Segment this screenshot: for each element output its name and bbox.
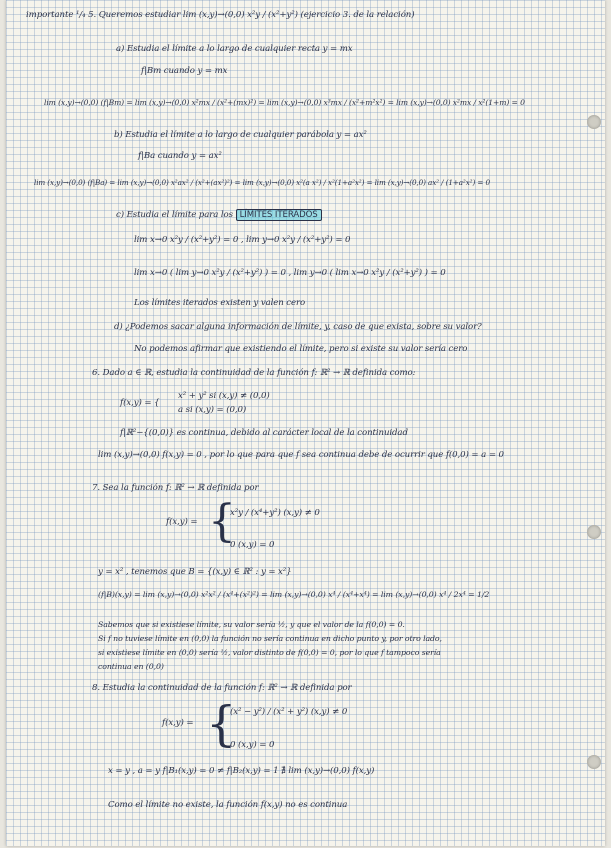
iterated-limit-outer: lim x→0 ( lim y→0 x²y / (x²+y²) ) = 0 , lim y→0 ( lim x→0 x²y / (x²+y²) ) = 0 xyxy=(134,268,446,278)
limit-line-lines: lim (x,y)→(0,0) (f|Bm) = lim (x,y)→(0,0) x²mx / (x²+(mx)²) = lim (x,y)→(0,0) x³mx / (x²+m²x²) = lim (x,y)→(0,0) x²mx / x²(1+m) = 0 xyxy=(44,98,525,107)
function-case-1: (x² − y²) / (x² + y²) (x,y) ≠ 0 xyxy=(230,707,348,717)
brace-icon: { xyxy=(206,696,237,752)
conclusion-line: continua en (0,0) xyxy=(98,662,164,671)
highlighted-term: LÍMITES ITERADOS xyxy=(236,209,322,221)
binder-hole xyxy=(587,115,601,129)
function-case-2: a si (x,y) = (0,0) xyxy=(178,405,247,415)
section-c-text: c) Estudia el límite para los xyxy=(116,210,233,220)
section-a-heading: a) Estudia el límite a lo largo de cualquier recta y = mx xyxy=(116,44,353,54)
binder-hole xyxy=(587,755,601,769)
conclusion-line: si existiese límite en (0,0) sería ½, valor distinto de f(0,0) = 0, por lo que f tampoco sería xyxy=(98,648,441,657)
function-case-1: x² + y² si (x,y) ≠ (0,0) xyxy=(178,391,270,401)
exercise-6-title: 6. Dado a ∈ ℝ, estudia la continuidad de la función f: ℝ² → ℝ definida como: xyxy=(92,368,416,378)
restricted-limit: (f|B)(x,y) = lim (x,y)→(0,0) x²x² / (x⁴+(x²)²) = lim (x,y)→(0,0) x⁴ / (x⁴+x⁴) = lim (x,y)→(0,0) x⁴ / 2x⁴ = 1/2 xyxy=(98,590,490,599)
exercise-7-title: 7. Sea la función f: ℝ² → ℝ definida por xyxy=(92,483,259,493)
section-d-heading: d) ¿Podemos sacar alguna información de límite, y, caso de que exista, sobre su valor? xyxy=(114,322,482,332)
iterated-limit-inner: lim x→0 x²y / (x²+y²) = 0 , lim y→0 x²y / (x²+y²) = 0 xyxy=(134,235,351,245)
restriction-line: f|Bm cuando y = mx xyxy=(141,66,228,76)
function-case-1: x²y / (x⁴+y²) (x,y) ≠ 0 xyxy=(230,508,320,518)
conclusion-line: Sabemos que si existiese límite, su valor sería ½, y que el valor de la f(0,0) = 0. xyxy=(98,620,405,629)
function-def-label: f(x,y) = xyxy=(162,718,194,728)
notebook-page xyxy=(6,0,605,846)
iterated-limit-conclusion: Los límites iterados existen y valen cero xyxy=(134,298,306,308)
brace-icon: { xyxy=(208,496,236,547)
restriction-line: f|Ba cuando y = ax² xyxy=(138,151,222,161)
continuity-statement: f|ℝ²−{(0,0)} es continua, debido al carácter local de la continuidad xyxy=(120,428,408,438)
function-case-2: 0 (x,y) = 0 xyxy=(230,740,275,750)
conclusion-line: Si f no tuviese límite en (0,0) la función no sería continua en dicho punto y, por otro lado, xyxy=(98,634,442,643)
final-conclusion: Como el límite no existe, la función f(x,y) no es continua xyxy=(108,800,348,810)
section-b-heading: b) Estudia el límite a lo largo de cualquier parábola y = ax² xyxy=(114,130,367,140)
exercise-5-title: importante ¹/₄ 5. Queremos estudiar lim (x,y)→(0,0) x²y / (x²+y²) (ejercicio 3. de la relación) xyxy=(26,10,415,20)
section-d-answer: No podemos afirmar que existiendo el límite, pero si existe su valor sería cero xyxy=(134,344,468,354)
path-comparison: x = y , a = y f|B₁(x,y) = 0 ≠ f|B₂(x,y) = 1 ∄ lim (x,y)→(0,0) f(x,y) xyxy=(108,766,375,776)
parabola-set: y = x² , tenemos que B = {(x,y) ∈ ℝ² : y = x²} xyxy=(98,567,292,577)
function-def-label: f(x,y) = { xyxy=(120,398,160,408)
continuity-conclusion: lim (x,y)→(0,0) f(x,y) = 0 , por lo que para que f sea continua debe de ocurrir que f(0,0) = a = 0 xyxy=(98,450,504,460)
function-case-2: 0 (x,y) = 0 xyxy=(230,540,275,550)
binder-hole xyxy=(587,525,601,539)
section-c-heading xyxy=(116,210,322,220)
function-def-label: f(x,y) = xyxy=(166,517,198,527)
limit-line-parabolas: lim (x,y)→(0,0) (f|Ba) = lim (x,y)→(0,0) x²ax² / (x²+(ax²)²) = lim (x,y)→(0,0) x²(a x²) / x²(1+a²x²) = lim (x,y)→(0,0) ax² / (1+a²x²) = 0 xyxy=(34,178,490,187)
exercise-8-title: 8. Estudia la continuidad de la función f: ℝ² → ℝ definida por xyxy=(92,683,352,693)
